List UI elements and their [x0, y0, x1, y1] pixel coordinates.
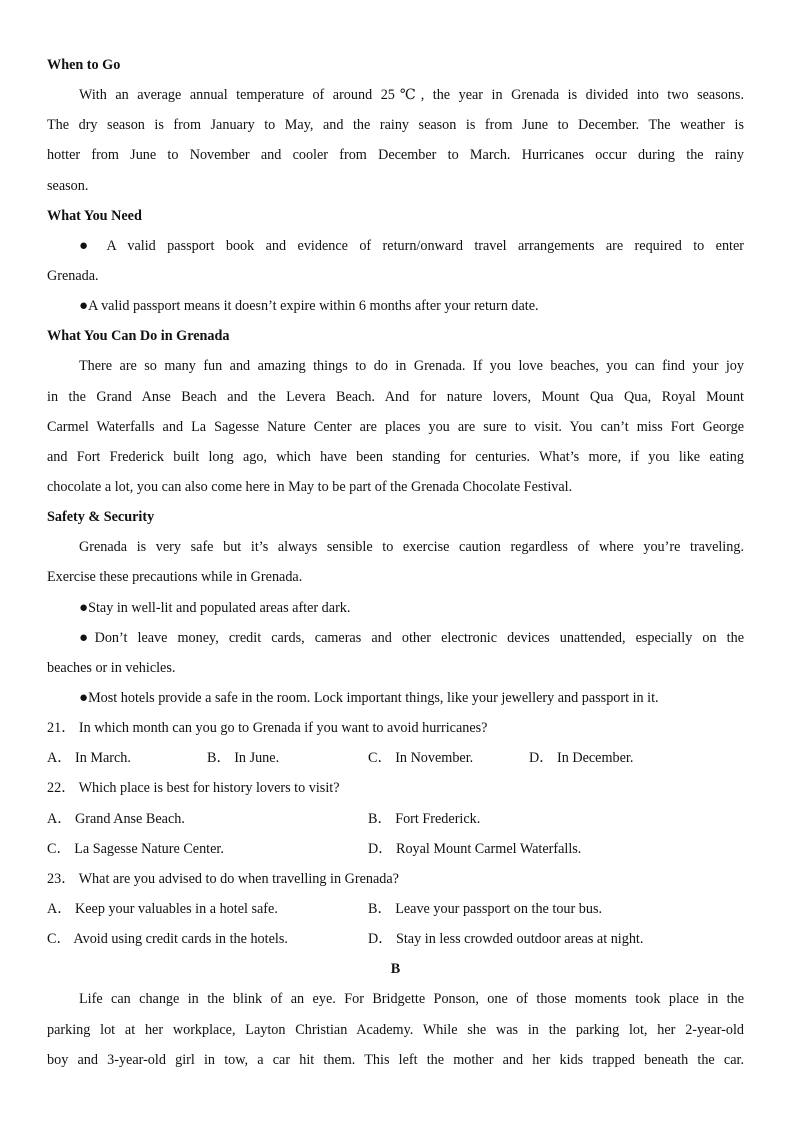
option-a: A． Keep your valuables in a hotel safe.	[47, 900, 278, 917]
option-d: D． In December.	[529, 750, 634, 767]
bullet-item	[47, 623, 744, 653]
options-row-21	[47, 743, 744, 773]
heading-when-to-go: When to Go	[47, 57, 121, 73]
options-row-23a	[47, 894, 744, 924]
paragraph-line: chocolate a lot, you can also come here in May to be part of the Grenada Chocolate Festival.	[47, 478, 573, 495]
options-row-23b	[47, 924, 744, 954]
paragraph-line: Carmel Waterfalls and La Sagesse Nature Center are places you are sure to visit. You can’t miss Fort George	[47, 418, 744, 435]
paragraph-line: Exercise these precautions while in Grenada.	[47, 569, 303, 586]
bullet-icon: ●	[79, 599, 89, 616]
heading-safety-security: Safety & Security	[47, 509, 155, 526]
paragraph-line: season.	[47, 177, 89, 194]
bullet-icon: ●	[79, 298, 89, 315]
paragraph-line: hotter from June to November and cooler from December to March. Hurricanes occur during the rainy	[47, 147, 744, 164]
bullet-item	[47, 291, 744, 321]
paragraph-line: The dry season is from January to May, and the rainy season is from June to December. The weather is	[47, 117, 744, 134]
bullet-icon: ●	[79, 689, 89, 706]
option-b: B． Leave your passport on the tour bus.	[368, 900, 603, 917]
bullet-icon: ●	[79, 237, 96, 254]
paragraph-line: Life can change in the blink of an eye. For Bridgette Ponson, one of those moments took place in the	[79, 991, 744, 1008]
paragraph-line: There are so many fun and amazing things to do in Grenada. If you love beaches, you can find your joy	[79, 358, 744, 375]
option-c: C． In November.	[368, 750, 474, 767]
question-stem-21: 21． In which month can you go to Grenada if you want to avoid hurricanes?	[47, 720, 488, 737]
bullet-text: Don’t leave money, credit cards, cameras and other electronic devices unattended, especially on the	[94, 629, 744, 646]
question-stem-22: 22． Which place is best for history lovers to visit?	[47, 780, 340, 797]
document-page	[47, 50, 744, 1075]
options-row-22b	[47, 834, 744, 864]
bullet-text: A valid passport book and evidence of return/onward travel arrangements are required to enter	[106, 237, 745, 254]
options-row-22a	[47, 804, 744, 834]
bullet-icon: ●	[79, 629, 95, 646]
bullet-text: Stay in well-lit and populated areas after dark.	[88, 599, 351, 616]
paragraph-line: With an average annual temperature of around 25℃, the year in Grenada is divided into two seasons.	[79, 87, 744, 104]
bullet-text: A valid passport means it doesn’t expire within 6 months after your return date.	[88, 298, 539, 315]
section-b-heading: B	[390, 961, 401, 978]
option-d: D． Royal Mount Carmel Waterfalls.	[368, 840, 582, 857]
option-c: C． Avoid using credit cards in the hotels.	[47, 931, 288, 948]
option-c: C． La Sagesse Nature Center.	[47, 840, 224, 857]
paragraph-line: beaches or in vehicles.	[47, 659, 176, 676]
bullet-item	[47, 593, 744, 623]
bullet-text: Most hotels provide a safe in the room. Lock important things, like your jewellery and passport in it.	[88, 689, 659, 706]
paragraph-line: Grenada.	[47, 267, 99, 284]
option-b: B． In June.	[207, 750, 280, 767]
paragraph-line: in the Grand Anse Beach and the Levera Beach. And for nature lovers, Mount Qua Qua, Royal Mount	[47, 388, 744, 405]
paragraph-line: boy and 3-year-old girl in tow, a car hit them. This left the mother and her kids trapped beneath the car.	[47, 1051, 744, 1068]
heading-what-you-can-do: What You Can Do in Grenada	[47, 328, 230, 345]
paragraph-line: parking lot at her workplace, Layton Christian Academy. While she was in the parking lot, her 2-year-old	[47, 1021, 744, 1038]
bullet-item	[47, 231, 744, 261]
bullet-item	[47, 683, 744, 713]
option-b: B． Fort Frederick.	[368, 810, 481, 827]
option-a: A． Grand Anse Beach.	[47, 810, 185, 827]
question-stem-23: 23． What are you advised to do when travelling in Grenada?	[47, 870, 399, 887]
heading-what-you-need: What You Need	[47, 207, 142, 224]
option-d: D． Stay in less crowded outdoor areas at night.	[368, 931, 644, 948]
paragraph-line: Grenada is very safe but it’s always sensible to exercise caution regardless of where you’re traveling.	[79, 539, 744, 556]
option-a: A． In March.	[47, 750, 131, 767]
paragraph-line: and Fort Frederick built long ago, which have been standing for centuries. What’s more, if you like eating	[47, 448, 744, 465]
